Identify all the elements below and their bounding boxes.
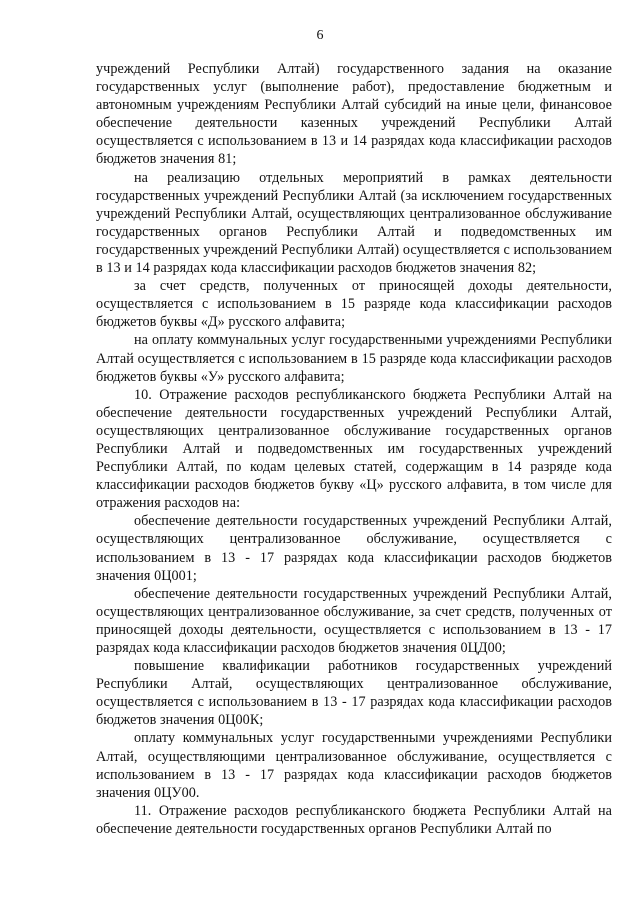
paragraph: обеспечение деятельности государственных учреждений Республики Алтай, осуществляющих централизованное обслуживание, за счет средств, полученных от приносящей доходы деятельности, осуществляется с использованием в 13 - 17 разрядах кода классификации расходов бюджетов значения 0ЦД00; — [96, 585, 612, 656]
paragraph: 10. Отражение расходов республиканского бюджета Республики Алтай на обеспечение деятельности государственных учреждений Республики Алтай, осуществляющих централизованное обслуживание государственных органов Республики Алтай и подведомственных им государственных учреждений Республики Алтай, по кодам целевых статей, содержащим в 14 разряде кода классификации расходов бюджетов букву «Ц» русского алфавита, в том числе для отражения расходов на: — [96, 386, 612, 512]
paragraph: учреждений Республики Алтай) государственного задания на оказание государственных услуг (выполнение работ), предоставление бюджетным и автономным учреждениям Республики Алтай субсидий на иные цели, финансовое обеспечение деятельности казенных учреждений Республики Алтай осуществляется с использованием в 13 и 14 разрядах кода классификации расходов бюджетов значения 81; — [96, 61, 612, 168]
paragraph: на оплату коммунальных услуг государственными учреждениями Республики Алтай осуществляется с использованием в 15 разряде кода классификации расходов бюджетов буквы «У» русского алфавита; — [96, 332, 612, 385]
document-body — [96, 60, 612, 838]
paragraph: на реализацию отдельных мероприятий в рамках деятельности государственных учреждений Республики Алтай (за исключением государственных учреждений Республики Алтай, осуществляющих централизованное обслуживание государственных органов Республики Алтай и подведомственных им государственных учреждений Республики Алтай) осуществляется с использованием в 13 и 14 разрядах кода классификации расходов бюджетов значения 82; — [96, 169, 612, 277]
paragraph: оплату коммунальных услуг государственными учреждениями Республики Алтай, осуществляющими централизованное обслуживание, осуществляется с использованием в 13 - 17 разрядах кода классификации расходов бюджетов значения 0ЦУ00. — [96, 730, 612, 801]
paragraph: повышение квалификации работников государственных учреждений Республики Алтай, осуществляющих централизованное обслуживание, осуществляется с использованием в 13 - 17 разрядах кода классификации расходов бюджетов значения 0Ц00К; — [96, 658, 612, 729]
paragraph: за счет средств, полученных от приносящей доходы деятельности, осуществляется с использованием в 15 разряде кода классификации расходов бюджетов буквы «Д» русского алфавита; — [96, 278, 612, 331]
paragraph: обеспечение деятельности государственных учреждений Республики Алтай, осуществляющих централизованное обслуживание, осуществляется с использованием в 13 - 17 разрядах кода классификации расходов бюджетов значения 0Ц001; — [96, 513, 612, 584]
paragraph: 11. Отражение расходов республиканского бюджета Республики Алтай на обеспечение деятельности государственных органов Республики Алтай по — [96, 802, 612, 837]
page-number: 6 — [316, 28, 324, 43]
